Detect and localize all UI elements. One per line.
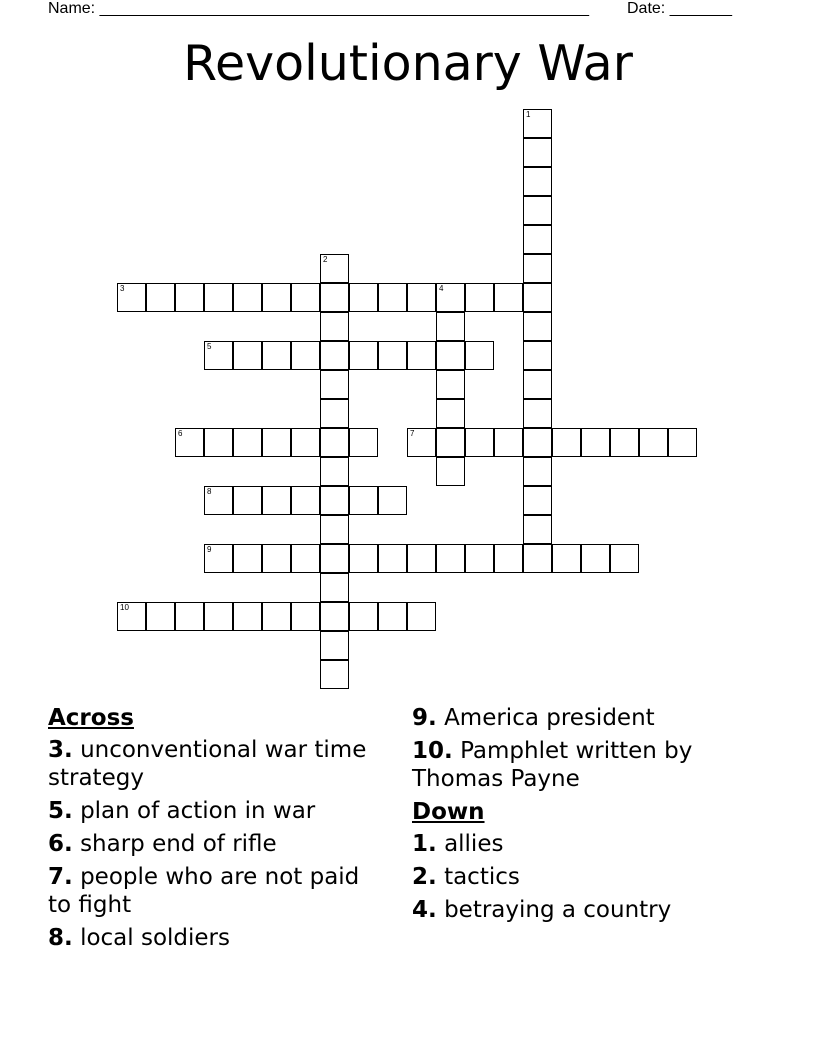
grid-cell[interactable] xyxy=(639,428,668,457)
grid-cell[interactable] xyxy=(204,341,233,370)
grid-cell[interactable] xyxy=(378,544,407,573)
cell-number: 4 xyxy=(439,284,444,293)
grid-cell[interactable] xyxy=(552,544,581,573)
grid-cell[interactable] xyxy=(233,486,262,515)
grid-cell[interactable] xyxy=(610,428,639,457)
down-heading: Down xyxy=(412,799,485,825)
clue-number: 10. xyxy=(412,738,453,764)
grid-cell[interactable] xyxy=(378,283,407,312)
clue-number: 5. xyxy=(48,798,73,824)
grid-cell[interactable] xyxy=(320,399,349,428)
grid-cell[interactable] xyxy=(436,370,465,399)
grid-cell[interactable] xyxy=(494,428,523,457)
clue-across-3 xyxy=(48,736,368,792)
grid-cell[interactable] xyxy=(349,602,378,631)
grid-cell[interactable] xyxy=(523,515,552,544)
grid-cell[interactable] xyxy=(436,544,465,573)
grid-cell[interactable] xyxy=(175,602,204,631)
grid-cell[interactable] xyxy=(349,428,378,457)
clue-text: local soldiers xyxy=(80,925,230,951)
grid-cell[interactable] xyxy=(175,428,204,457)
grid-cell[interactable] xyxy=(233,428,262,457)
clue-text: plan of action in war xyxy=(80,798,316,824)
grid-cell[interactable] xyxy=(320,544,349,573)
grid-cell[interactable] xyxy=(436,341,465,370)
clue-across-9 xyxy=(412,704,732,732)
grid-cell[interactable] xyxy=(465,283,494,312)
cell-number: 1 xyxy=(526,110,531,119)
clue-text: people who are not paid to fight xyxy=(48,864,360,918)
grid-cell[interactable] xyxy=(378,486,407,515)
grid-cell[interactable] xyxy=(349,544,378,573)
grid-cell[interactable] xyxy=(523,486,552,515)
grid-cell[interactable] xyxy=(204,544,233,573)
clues-column-left xyxy=(48,704,368,957)
date-field-label: Date: _______ xyxy=(627,0,732,17)
grid-cell[interactable] xyxy=(262,341,291,370)
grid-cell[interactable] xyxy=(465,341,494,370)
grid-cell[interactable] xyxy=(465,428,494,457)
grid-cell[interactable] xyxy=(146,283,175,312)
grid-cell[interactable] xyxy=(262,602,291,631)
grid-cell[interactable] xyxy=(320,341,349,370)
clue-across-8 xyxy=(48,924,368,952)
grid-cell[interactable] xyxy=(320,370,349,399)
cell-number: 6 xyxy=(178,429,183,438)
grid-cell[interactable] xyxy=(523,399,552,428)
clue-text: tactics xyxy=(444,864,520,890)
grid-cell[interactable] xyxy=(349,283,378,312)
clue-number: 8. xyxy=(48,925,73,951)
grid-cell[interactable] xyxy=(320,602,349,631)
grid-cell[interactable] xyxy=(523,167,552,196)
grid-cell[interactable] xyxy=(378,602,407,631)
grid-cell[interactable] xyxy=(610,544,639,573)
clue-across-5 xyxy=(48,797,368,825)
clue-number: 4. xyxy=(412,897,437,923)
grid-cell[interactable] xyxy=(262,428,291,457)
grid-cell[interactable] xyxy=(320,631,349,660)
grid-cell[interactable] xyxy=(204,283,233,312)
grid-cell[interactable] xyxy=(523,225,552,254)
grid-cell[interactable] xyxy=(320,312,349,341)
grid-cell[interactable] xyxy=(320,573,349,602)
grid-cell[interactable] xyxy=(233,602,262,631)
grid-cell[interactable] xyxy=(320,457,349,486)
clue-down-2 xyxy=(412,863,732,891)
clue-down-4 xyxy=(412,896,732,924)
grid-cell[interactable] xyxy=(494,283,523,312)
grid-cell[interactable] xyxy=(407,341,436,370)
cell-number: 9 xyxy=(207,545,212,554)
clue-text: allies xyxy=(444,831,504,857)
clue-text: America president xyxy=(444,705,655,731)
grid-cell[interactable] xyxy=(349,486,378,515)
grid-cell[interactable] xyxy=(204,486,233,515)
grid-cell[interactable] xyxy=(262,486,291,515)
cell-number: 7 xyxy=(410,429,415,438)
clue-text: sharp end of rifle xyxy=(80,831,277,857)
grid-cell[interactable] xyxy=(146,602,175,631)
grid-cell[interactable] xyxy=(320,660,349,689)
grid-cell[interactable] xyxy=(523,254,552,283)
grid-cell[interactable] xyxy=(117,602,146,631)
clue-number: 7. xyxy=(48,864,73,890)
grid-cell[interactable] xyxy=(320,283,349,312)
grid-cell[interactable] xyxy=(204,602,233,631)
grid-cell[interactable] xyxy=(523,138,552,167)
grid-cell[interactable] xyxy=(233,544,262,573)
grid-cell[interactable] xyxy=(349,341,378,370)
grid-cell[interactable] xyxy=(523,544,552,573)
grid-cell[interactable] xyxy=(262,544,291,573)
grid-cell[interactable] xyxy=(668,428,697,457)
clues-column-right xyxy=(412,704,732,929)
grid-cell[interactable] xyxy=(523,457,552,486)
clue-across-7 xyxy=(48,863,368,919)
grid-cell[interactable] xyxy=(117,283,146,312)
grid-cell[interactable] xyxy=(436,457,465,486)
grid-cell[interactable] xyxy=(436,428,465,457)
grid-cell[interactable] xyxy=(581,544,610,573)
grid-cell[interactable] xyxy=(407,544,436,573)
grid-cell[interactable] xyxy=(581,428,610,457)
grid-cell[interactable] xyxy=(233,283,262,312)
grid-cell[interactable] xyxy=(291,602,320,631)
grid-cell[interactable] xyxy=(407,283,436,312)
grid-cell[interactable] xyxy=(407,602,436,631)
grid-cell[interactable] xyxy=(523,196,552,225)
grid-cell[interactable] xyxy=(291,428,320,457)
grid-cell[interactable] xyxy=(175,283,204,312)
grid-cell[interactable] xyxy=(320,486,349,515)
grid-cell[interactable] xyxy=(465,544,494,573)
clue-text: Pamphlet written by Thomas Payne xyxy=(412,738,693,792)
cell-number: 8 xyxy=(207,487,212,496)
grid-cell[interactable] xyxy=(233,341,262,370)
grid-cell[interactable] xyxy=(523,109,552,138)
grid-cell[interactable] xyxy=(320,428,349,457)
clue-number: 3. xyxy=(48,737,73,763)
grid-cell[interactable] xyxy=(523,283,552,312)
cell-number: 5 xyxy=(207,342,212,351)
clue-number: 6. xyxy=(48,831,73,857)
grid-cell[interactable] xyxy=(523,341,552,370)
grid-cell[interactable] xyxy=(552,428,581,457)
clue-number: 2. xyxy=(412,864,437,890)
clue-across-6 xyxy=(48,830,368,858)
clue-number: 1. xyxy=(412,831,437,857)
grid-cell[interactable] xyxy=(378,341,407,370)
cell-number: 2 xyxy=(323,255,328,264)
grid-cell[interactable] xyxy=(436,399,465,428)
grid-cell[interactable] xyxy=(407,428,436,457)
grid-cell[interactable] xyxy=(262,283,291,312)
grid-cell[interactable] xyxy=(436,283,465,312)
grid-cell[interactable] xyxy=(291,341,320,370)
clue-number: 9. xyxy=(412,705,437,731)
cell-number: 3 xyxy=(120,284,125,293)
grid-cell[interactable] xyxy=(291,544,320,573)
clue-across-10 xyxy=(412,737,732,793)
clue-text: unconventional war time strategy xyxy=(48,737,367,791)
grid-cell[interactable] xyxy=(494,544,523,573)
grid-cell[interactable] xyxy=(320,254,349,283)
cell-number: 10 xyxy=(120,603,129,612)
grid-cell[interactable] xyxy=(523,312,552,341)
grid-cell[interactable] xyxy=(204,428,233,457)
grid-cell[interactable] xyxy=(523,370,552,399)
clue-text: betraying a country xyxy=(444,897,672,923)
grid-cell[interactable] xyxy=(291,486,320,515)
grid-cell[interactable] xyxy=(291,283,320,312)
clue-down-1 xyxy=(412,830,732,858)
grid-cell[interactable] xyxy=(320,515,349,544)
grid-cell[interactable] xyxy=(523,428,552,457)
grid-cell[interactable] xyxy=(436,312,465,341)
page-title: Revolutionary War xyxy=(183,35,633,92)
name-field-label: Name: _______________________________________________________ xyxy=(48,0,589,17)
across-heading: Across xyxy=(48,705,134,731)
